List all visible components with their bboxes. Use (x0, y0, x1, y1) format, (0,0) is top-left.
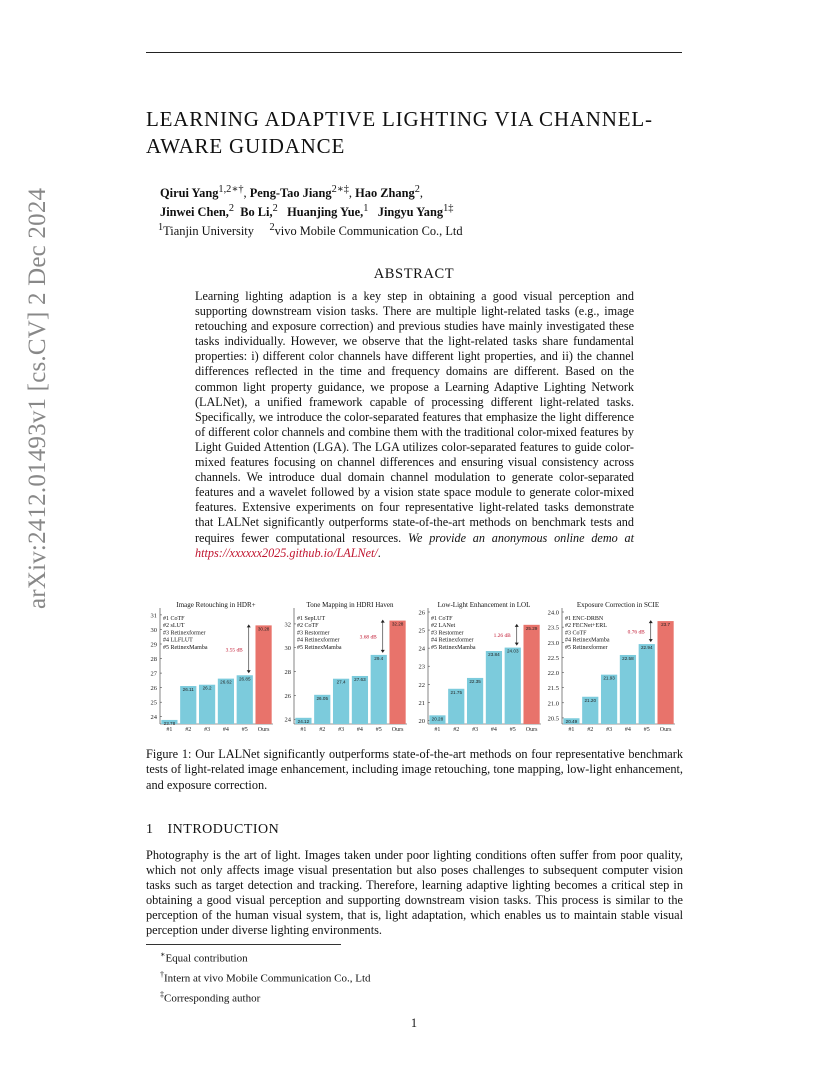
bar (620, 655, 636, 724)
y-tick-label: 30 (150, 626, 157, 634)
bar-value-label: 22.94 (641, 645, 653, 651)
x-tick-label: #2 (185, 727, 192, 733)
bar (467, 678, 483, 724)
bar-value-label: 20.28 (431, 716, 444, 722)
y-tick-label: 20 (418, 717, 425, 725)
legend-entry: #4 RetinexMamba (565, 637, 610, 644)
legend-entry: #2 FECNet+ERL (565, 623, 607, 630)
y-tick-label: 28 (284, 669, 291, 677)
arrow-head-icon (649, 620, 653, 623)
legend-entry: #1 ENC-DRBN (565, 616, 604, 622)
y-tick-label: 23.5 (547, 624, 559, 632)
x-tick-label: #1 (166, 727, 173, 733)
bar (639, 644, 655, 724)
chart-title: Image Retouching in HDR+ (176, 601, 256, 609)
arrow-head-icon (247, 624, 251, 627)
y-tick-label: 29 (150, 641, 157, 649)
legend-entry: #5 RetinexMamba (163, 644, 208, 651)
bar (352, 676, 368, 724)
chart-title: Low-Light Enhancement in LOL (437, 601, 531, 609)
bar (237, 675, 253, 724)
legend-entry: #2 CoTF (297, 623, 319, 630)
bar-ours (657, 621, 673, 724)
bar-value-label: 24.03 (507, 648, 519, 654)
y-tick-label: 24 (150, 714, 157, 722)
legend-entry: #1 SepLUT (297, 616, 326, 622)
y-tick-label: 26 (150, 685, 157, 693)
arrow-head-icon (515, 624, 519, 627)
y-tick-label: 32 (284, 621, 291, 629)
footnote-text: Intern at vivo Mobile Communication Co., Ltd (164, 972, 371, 985)
legend-entry: #5 RetinexMamba (431, 644, 476, 651)
bar-value-label: 22.58 (622, 655, 634, 661)
x-tick-label: #3 (606, 727, 613, 733)
legend-entry: #1 CoTF (431, 616, 453, 622)
author-name: Huanjing Yue, (287, 205, 364, 220)
author-block: Qirui Yang$^{1,2∗\dagger}$, Peng-Tao Jiang$^{2∗\ddagger}$, Hao Zhang$^2$, Jinwei Chen,$^2$ Bo Li,$^2$ Huanjing Yue,$^1$ Jingyu Yang$^{1\ddagger}$ $^1$Tianjin University $^2$vivo Mobile Communication Co., Ltd (158, 184, 463, 239)
author-affil: 2 (414, 184, 420, 195)
y-tick-label: 25 (418, 627, 425, 635)
legend-entry: #2 sLUT (163, 623, 185, 630)
y-tick-label: 30 (284, 645, 291, 653)
legend-entry: #2 LANet (431, 623, 456, 630)
x-tick-label: #3 (338, 727, 345, 733)
gain-annotation: 3.68 dB (359, 634, 377, 641)
x-tick-label: #4 (490, 727, 497, 733)
author-affil: 1‡ (443, 203, 454, 215)
x-tick-label: #5 (509, 727, 516, 733)
section-number: 1 (146, 822, 154, 837)
legend-entry: #5 Retinexformer (565, 644, 608, 651)
bar-value-label: 25.29 (525, 625, 538, 631)
x-tick-label: #4 (356, 727, 363, 733)
footnote-mark: † (160, 969, 164, 979)
x-tick-label: #5 (375, 727, 382, 733)
bar-value-label: 26.11 (182, 687, 194, 693)
affiliation-2: vivo Mobile Communication Co., Ltd (274, 224, 463, 239)
x-tick-label: #2 (587, 727, 594, 733)
legend-entry: #4 LLFLUT (163, 637, 193, 644)
figure-1-charts (146, 598, 682, 738)
intro-paragraph: Photography is the art of light. Images taken under poor lighting conditions often suffer from poor quality, which not only affects image visual presentation but also poses challenges to subsequent computer vision tasks such as target detection and tracking. Therefore, learning adaptive lighting becomes a critical step in obtaining a good visual perception and supporting downstream vision tasks. This process is similar to the perception of the human visual system, that is, light adaptation, which enables us to maintain stable visual perception under diverse lighting environments. (146, 848, 683, 938)
x-tick-label: #5 (241, 727, 248, 733)
bar-value-label: 26.2 (202, 685, 212, 691)
author-affil: 2 (272, 203, 278, 215)
x-tick-label: #2 (453, 727, 460, 733)
y-tick-label: 24.0 (547, 609, 559, 617)
legend-entry: #5 RetinexMamba (297, 644, 342, 651)
author-name: Qirui Yang (160, 186, 219, 201)
x-tick-label: #4 (624, 727, 631, 733)
y-tick-label: 21.5 (547, 685, 559, 693)
bar-ours (255, 625, 271, 724)
arrow-head-icon (381, 650, 385, 653)
legend-entry: #1 CoTF (163, 616, 185, 622)
bar-value-label: 27.63 (354, 676, 366, 682)
abstract-demo-text: We provide an anonymous online demo at (407, 530, 635, 545)
arxiv-stamp-text: arXiv:2412.01493v1 [cs.CV] 2 Dec 2024 (24, 187, 51, 609)
bar-value-label: 20.49 (565, 719, 578, 725)
gain-annotation: 3.55 dB (225, 647, 243, 654)
bar-value-label: 23.84 (488, 652, 500, 658)
x-tick-label: Ours (257, 727, 270, 733)
author-name: Jinwei Chen, (160, 205, 229, 220)
x-tick-label: Ours (391, 727, 404, 733)
legend-entry: #3 CoTF (565, 630, 587, 637)
bar-value-label: 21.75 (450, 689, 462, 695)
figure-1 (146, 598, 682, 738)
arrow-head-icon (515, 643, 519, 646)
legend-entry: #4 Retinexformer (431, 637, 474, 644)
x-tick-label: #2 (319, 727, 326, 733)
y-tick-label: 23 (418, 663, 425, 671)
bar (505, 648, 521, 724)
abstract-body (195, 289, 634, 561)
legend-entry: #3 Restormer (431, 630, 464, 637)
y-tick-label: 26 (418, 609, 425, 617)
abstract-text: Learning lighting adaption is a key step in obtaining a good visual perception and supporting downstream vision tasks. There are multiple light-related tasks (e.g., image retouching and exposure correction) and previous studies have mainly investigated these tasks individually. However, we observe that the light-related tasks share fundamental properties: i) different color channels have different light properties, and ii) the channel differences reflected in the time and frequency domains are different. Based on the common light property guidance, we propose a Learning Adaptive Lighting Network (LALNet), a unified framework capable of processing different light-related tasks. Specifically, we introduce the color-separated features that emphasize the light difference of different color channels and combine them with the traditional color-mixed features by Light Guided Attention (LGA). The LGA utilizes color-separated features to guide color-mixed features focusing on channel differences and ensuring visual consistency across channels. We introduce dual domain channel modulation to generate color-separated features and a wavelet followed by a vision state space module to generate color-mixed features. Extensive experiments on four representative light-related tasks demonstrate that LALNet significantly outperforms state-of-the-art methods on benchmark tests and requires fewer computational resources. (195, 289, 634, 545)
arrow-head-icon (247, 670, 251, 673)
bar-ours (389, 621, 405, 724)
bar-value-label: 23.78 (163, 720, 176, 726)
bar-value-label: 21.93 (603, 675, 615, 681)
y-tick-label: 22 (418, 681, 425, 689)
footnote-text: Corresponding author (164, 992, 261, 1005)
footnotes (160, 947, 371, 1007)
y-tick-label: 27 (150, 670, 157, 678)
bar (601, 675, 617, 724)
page-number: 1 (410, 1016, 418, 1030)
abstract-heading: ABSTRACT (373, 266, 455, 282)
bar-value-label: 26.05 (316, 695, 328, 701)
paper-title (146, 106, 706, 160)
y-tick-label: 28 (150, 656, 157, 664)
chart-title: Exposure Correction in SCIE (576, 601, 660, 609)
legend-entry: #4 Retinexformer (297, 637, 340, 644)
section-heading (146, 822, 279, 838)
y-tick-label: 31 (150, 612, 157, 620)
bar-ours (523, 625, 539, 724)
bar-value-label: 26.62 (220, 679, 232, 685)
top-rule (146, 52, 682, 53)
author-affil: 1 (363, 203, 369, 215)
bar-value-label: 22.35 (469, 678, 481, 684)
abstract-end: . (377, 545, 381, 560)
footnote (160, 947, 371, 967)
x-tick-label: #3 (204, 727, 211, 733)
footnote-mark: ∗ (160, 950, 166, 959)
footnote (160, 967, 371, 987)
y-tick-label: 21 (418, 699, 425, 707)
x-tick-label: #5 (643, 727, 650, 733)
bar-value-label: 29.4 (374, 655, 384, 661)
x-tick-label: #1 (568, 727, 575, 733)
bar-value-label: 23.7 (661, 622, 671, 628)
author-affil: 2∗‡ (331, 184, 349, 195)
author-name: Hao Zhang (355, 186, 415, 201)
affiliation-1: Tianjin University (163, 224, 254, 239)
footnote (160, 987, 371, 1007)
figure-caption: Figure 1: Our LALNet significantly outperforms state-of-the-art methods on four representative benchmark tests of light-related image enhancement, including image retouching, tone mapping, low-light enhancement, and exposure correction. (146, 747, 683, 792)
x-tick-label: #1 (300, 727, 307, 733)
footnote-text: Equal contribution (165, 952, 248, 965)
bar (218, 679, 234, 724)
title-line-2: AWARE GUIDANCE (146, 134, 346, 158)
y-tick-label: 22.0 (547, 670, 559, 678)
y-tick-label: 21.0 (547, 700, 559, 708)
arrow-head-icon (649, 639, 653, 642)
bar-value-label: 26.85 (239, 676, 251, 682)
affil-mark: 2 (269, 222, 275, 234)
y-tick-label: 23.0 (547, 639, 559, 647)
bar-value-label: 32.28 (391, 621, 404, 627)
x-tick-label: #4 (222, 727, 229, 733)
demo-link[interactable]: https://xxxxxx2025.github.io/LALNet/ (195, 545, 378, 560)
x-tick-label: #1 (434, 727, 441, 733)
legend-entry: #3 Retinexformer (163, 630, 206, 637)
bar (486, 651, 502, 724)
bar-value-label: 30.28 (257, 626, 270, 632)
legend-entry: #3 Restormer (297, 630, 330, 637)
author-name: Peng-Tao Jiang (249, 186, 332, 201)
bar-value-label: 24.12 (297, 718, 310, 724)
section-title: INTRODUCTION (167, 822, 280, 837)
y-tick-label: 26 (284, 692, 291, 700)
author-affil: 1,2∗† (218, 184, 244, 195)
x-tick-label: Ours (525, 727, 538, 733)
bar (371, 655, 387, 724)
chart-title: Tone Mapping in HDRI Haven (306, 601, 394, 609)
author-affil: 2 (228, 203, 235, 215)
affil-mark: 1 (158, 222, 164, 234)
footnote-rule (146, 944, 341, 945)
gain-annotation: 1.26 dB (493, 633, 511, 640)
x-tick-label: #3 (472, 727, 479, 733)
author-name: Bo Li, (240, 205, 273, 220)
author-name: Jingyu Yang (377, 205, 444, 220)
x-tick-label: Ours (659, 727, 672, 733)
title-line-1: LEARNING ADAPTIVE LIGHTING VIA CHANNEL- (146, 107, 653, 131)
bar (333, 679, 349, 724)
arrow-head-icon (381, 620, 385, 623)
footnote-mark: ‡ (160, 989, 164, 999)
y-tick-label: 24 (418, 645, 425, 653)
y-tick-label: 20.5 (547, 715, 559, 723)
bar-value-label: 21.20 (584, 697, 596, 703)
gain-annotation: 0.76 dB (627, 629, 645, 636)
y-tick-label: 22.5 (547, 654, 559, 662)
y-tick-label: 25 (150, 699, 157, 707)
bar-value-label: 27.4 (336, 679, 346, 685)
y-tick-label: 24 (284, 716, 291, 724)
